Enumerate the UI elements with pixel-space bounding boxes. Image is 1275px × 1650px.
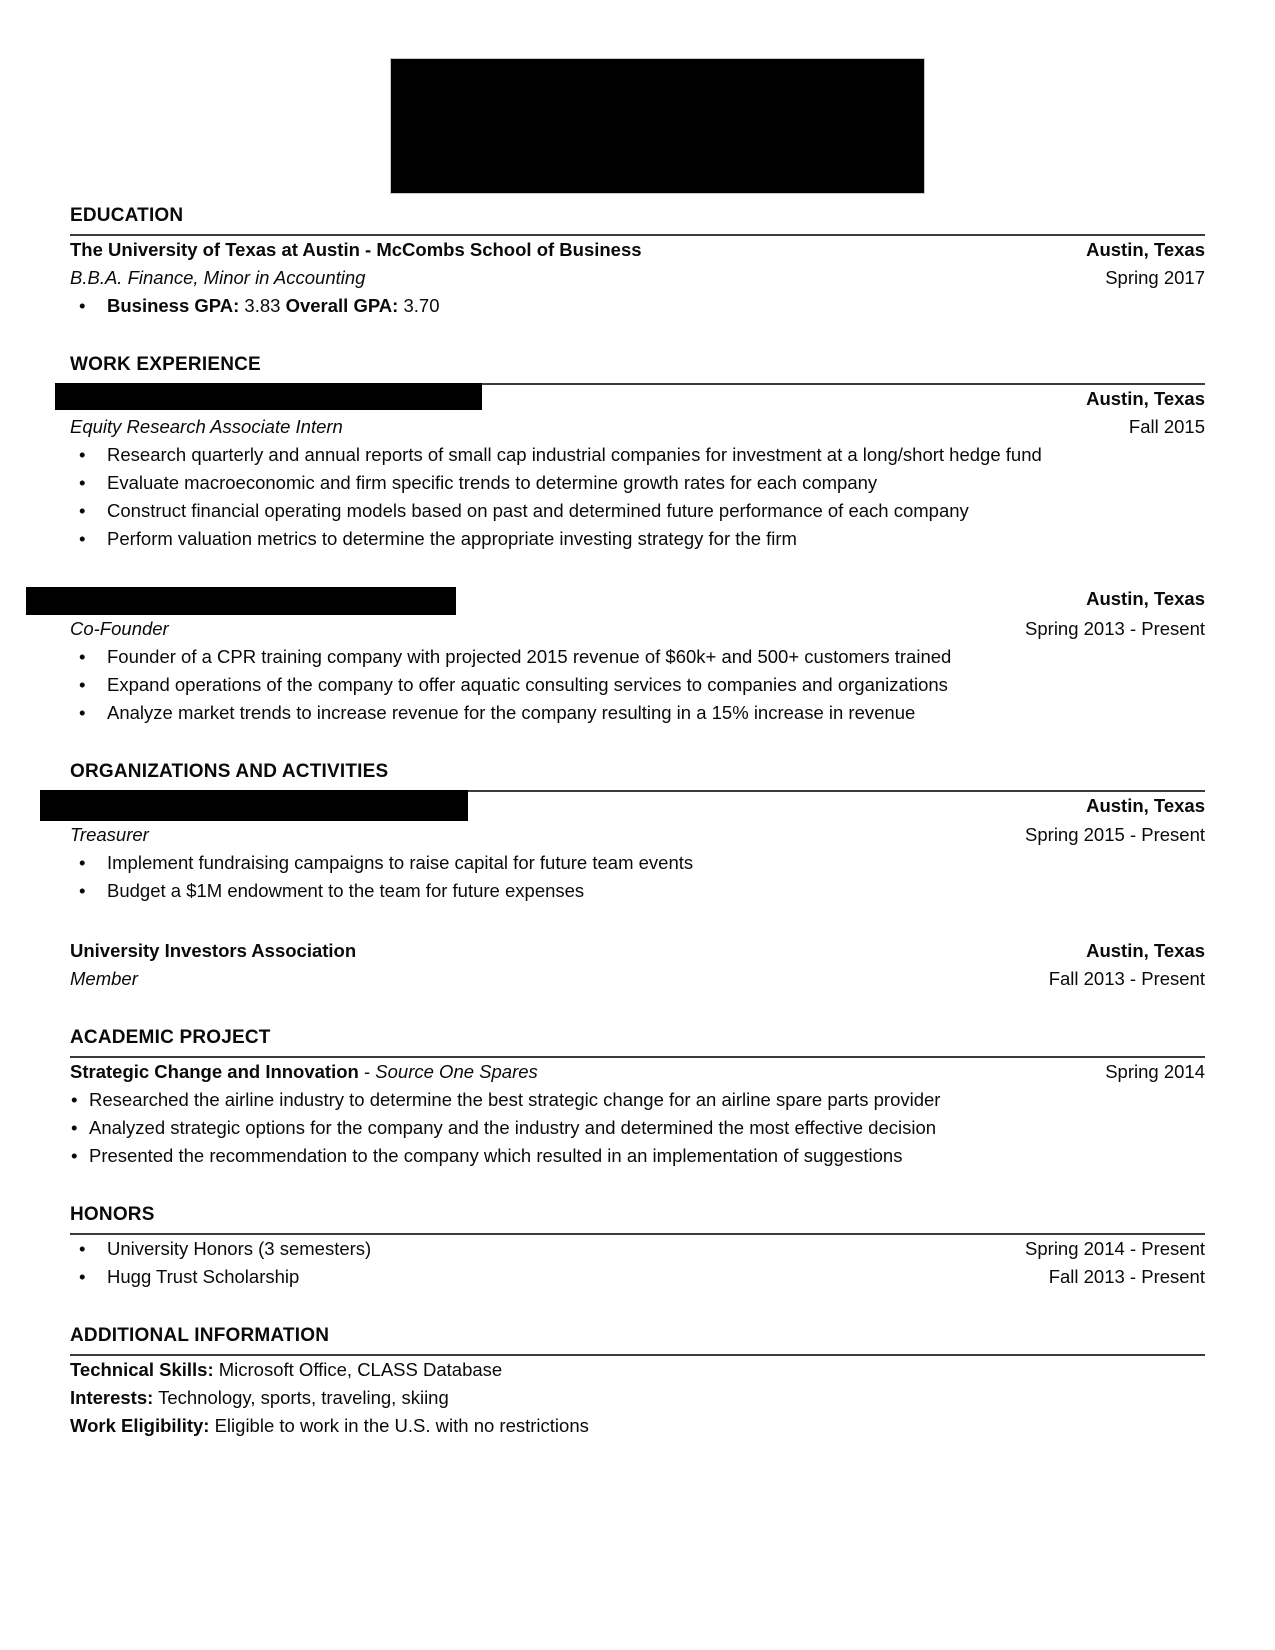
project-client: Source One Spares — [375, 1061, 538, 1082]
section-heading-honors: HONORS — [70, 1204, 1205, 1235]
education-degree-row — [70, 264, 1205, 292]
job2-company-row — [70, 585, 1205, 615]
redaction-company-2 — [26, 587, 456, 615]
org1-location: Austin, Texas — [1086, 795, 1205, 816]
org1-title-row — [70, 821, 1205, 849]
project-bullet-3: Presented the recommendation to the company which resulted in an implementation of suggestions — [89, 1145, 903, 1166]
honor-entry — [70, 1263, 1205, 1291]
job1-title-row — [70, 413, 1205, 441]
bullet-item — [70, 671, 1205, 699]
bullet-item — [70, 441, 1205, 469]
redaction-company-1 — [55, 383, 482, 410]
job1-bullet-2: Evaluate macroeconomic and firm specific trends to determine growth rates for each company — [107, 472, 878, 493]
gpa-value-business: 3.83 — [244, 295, 281, 316]
org1-dates: Spring 2015 - Present — [1025, 824, 1205, 845]
section-heading-work-experience: WORK EXPERIENCE — [70, 354, 1205, 385]
org1-title: Treasurer — [70, 824, 149, 845]
project-title-row — [70, 1058, 1205, 1086]
section-heading-additional-information: ADDITIONAL INFORMATION — [70, 1325, 1205, 1356]
bullet-item — [70, 497, 1205, 525]
bullet-item — [70, 1086, 1205, 1114]
section-academic-project — [70, 1027, 1205, 1170]
job2-bullet-3: Analyze market trends to increase revenue for the company resulting in a 15% increase in revenue — [107, 702, 916, 723]
org-entry-1 — [70, 792, 1205, 905]
job2-title-row — [70, 615, 1205, 643]
project-dates: Spring 2014 — [1105, 1061, 1205, 1082]
bullet-item — [70, 525, 1205, 553]
project-bullet-1: Researched the airline industry to determine the best strategic change for an airline spare parts provider — [89, 1089, 941, 1110]
job2-location: Austin, Texas — [1086, 588, 1205, 609]
section-honors — [70, 1204, 1205, 1291]
school-location: Austin, Texas — [1086, 239, 1205, 260]
org2-name-row — [70, 937, 1205, 965]
job1-company-row — [70, 385, 1205, 413]
project-bullet-2: Analyzed strategic options for the company and the industry and determined the most effective decision — [89, 1117, 937, 1138]
org2-title-row — [70, 965, 1205, 993]
bullet-item — [70, 643, 1205, 671]
job-entry-1 — [70, 385, 1205, 553]
info-label-interests: Interests: — [70, 1387, 154, 1408]
org1-name-row — [70, 792, 1205, 821]
project-separator: - — [363, 1061, 371, 1082]
bullet-item — [70, 877, 1205, 905]
job-entry-2 — [70, 585, 1205, 727]
info-line-technical-skills — [70, 1356, 1205, 1384]
bullet-item — [70, 1114, 1205, 1142]
honor-entry — [70, 1235, 1205, 1263]
info-line-interests — [70, 1384, 1205, 1412]
job1-bullet-1: Research quarterly and annual reports of small cap industrial companies for investment at a long/short hedge fund — [107, 444, 1042, 465]
honor2-dates: Fall 2013 - Present — [1048, 1266, 1205, 1287]
section-work-experience — [70, 354, 1205, 727]
org2-dates: Fall 2013 - Present — [1048, 968, 1205, 989]
gpa-bullet — [70, 292, 1205, 320]
bullet-item — [70, 469, 1205, 497]
info-line-work-eligibility — [70, 1412, 1205, 1440]
job2-title: Co-Founder — [70, 618, 169, 639]
job2-bullet-1: Founder of a CPR training company with projected 2015 revenue of $60k+ and 500+ customers trained — [107, 646, 952, 667]
bullet-item — [70, 849, 1205, 877]
job1-bullet-4: Perform valuation metrics to determine the appropriate investing strategy for the firm — [107, 528, 797, 549]
section-organizations — [70, 761, 1205, 993]
gpa-label-overall: Overall GPA: — [285, 295, 399, 316]
section-heading-education: EDUCATION — [70, 205, 1205, 236]
honor2-name: • Hugg Trust Scholarship — [107, 1266, 300, 1287]
info-label-technical-skills: Technical Skills: — [70, 1359, 214, 1380]
org-entry-2 — [70, 937, 1205, 993]
org2-title: Member — [70, 968, 138, 989]
job2-dates: Spring 2013 - Present — [1025, 618, 1205, 639]
job1-title: Equity Research Associate Intern — [70, 416, 343, 437]
grad-date: Spring 2017 — [1105, 267, 1205, 288]
org1-bullet-1: Implement fundraising campaigns to raise capital for future team events — [107, 852, 694, 873]
org2-name: University Investors Association — [70, 940, 357, 961]
info-value-interests: Technology, sports, traveling, skiing — [158, 1387, 449, 1408]
section-heading-organizations: ORGANIZATIONS AND ACTIVITIES — [70, 761, 1205, 792]
section-education — [70, 205, 1205, 320]
job1-dates: Fall 2015 — [1128, 416, 1205, 437]
info-value-work-eligibility: Eligible to work in the U.S. with no restrictions — [214, 1415, 589, 1436]
redaction-contact-block — [391, 59, 924, 193]
section-additional-information — [70, 1325, 1205, 1440]
project-title — [70, 1058, 538, 1086]
redaction-organization-1 — [40, 790, 468, 821]
info-label-work-eligibility: Work Eligibility: — [70, 1415, 210, 1436]
bullet-item — [70, 699, 1205, 727]
org2-location: Austin, Texas — [1086, 940, 1205, 961]
job1-location: Austin, Texas — [1086, 388, 1205, 409]
gpa-label-business: Business GPA: — [107, 295, 240, 316]
education-school-row — [70, 236, 1205, 264]
honor1-dates: Spring 2014 - Present — [1025, 1238, 1205, 1259]
info-value-technical-skills: Microsoft Office, CLASS Database — [218, 1359, 503, 1380]
org1-bullet-2: Budget a $1M endowment to the team for future expenses — [107, 880, 585, 901]
degree: B.B.A. Finance, Minor in Accounting — [70, 267, 366, 288]
project-course: Strategic Change and Innovation — [70, 1061, 359, 1082]
gpa-value-overall: 3.70 — [403, 295, 440, 316]
job1-bullet-3: Construct financial operating models based on past and determined future performance of each company — [107, 500, 969, 521]
school-name: The University of Texas at Austin - McCombs School of Business — [70, 239, 642, 260]
section-heading-academic-project: ACADEMIC PROJECT — [70, 1027, 1205, 1058]
bullet-item — [70, 1142, 1205, 1170]
honor1-name: • University Honors (3 semesters) — [107, 1238, 372, 1259]
job2-bullet-2: Expand operations of the company to offer aquatic consulting services to companies and organizations — [107, 674, 948, 695]
